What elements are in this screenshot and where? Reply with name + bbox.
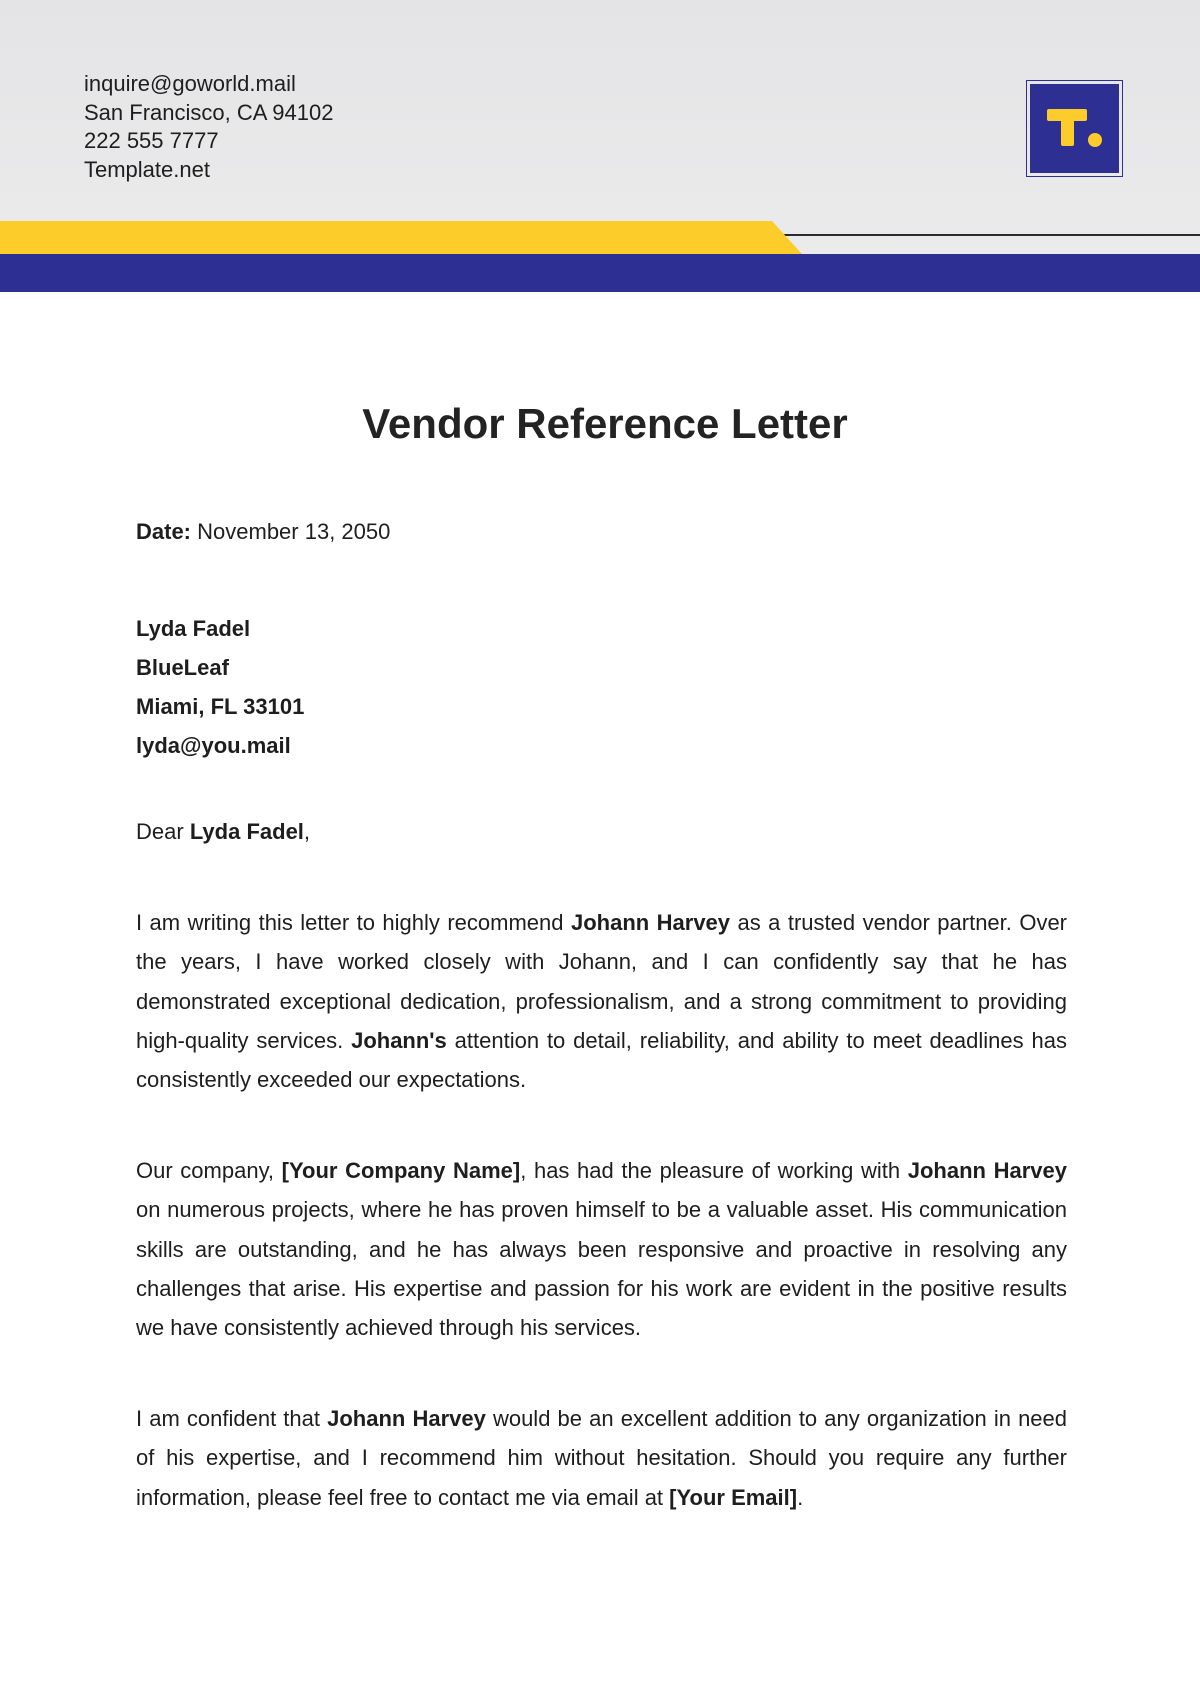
sender-address: San Francisco, CA 94102 xyxy=(84,99,334,125)
paragraph-text: , has had the pleasure of working with xyxy=(520,1158,908,1183)
vendor-name-possessive: Johann's xyxy=(351,1027,447,1053)
sender-email: inquire@goworld.mail xyxy=(84,71,296,96)
company-logo xyxy=(1026,80,1123,177)
paragraph-text: on numerous projects, where he has proven himself to be a valuable asset. His communication skills are outstanding, and he has always been responsive and proactive in resolving any challenges that arise. His expertise and passion for his work are evident in the positive results we have consistently achieved through his services. xyxy=(136,1197,1067,1341)
letterhead xyxy=(0,0,1200,292)
letter-date xyxy=(136,518,1067,546)
template-logo-icon xyxy=(1030,84,1119,173)
recipient-block xyxy=(136,609,1067,765)
paragraph-company-experience xyxy=(136,1151,1067,1347)
paragraph-closing xyxy=(136,1399,1067,1517)
paragraph-text: I am confident that xyxy=(136,1406,328,1431)
recipient-city: Miami, FL 33101 xyxy=(136,694,305,719)
company-name-placeholder: [Your Company Name] xyxy=(281,1158,521,1183)
letter-title: Vendor Reference Letter xyxy=(362,400,848,447)
header-divider-line xyxy=(780,234,1200,236)
paragraph-text: attention to detail, reliability, and ability to meet deadlines has consistently exceeded our expectations. xyxy=(136,1027,1067,1093)
recipient-company: BlueLeaf xyxy=(136,655,229,680)
recipient-email: lyda@you.mail xyxy=(136,733,291,758)
paragraph-text: Our company, xyxy=(136,1158,282,1183)
date-label: Date: xyxy=(136,519,192,544)
paragraph-text: . xyxy=(797,1484,804,1510)
recipient-name: Lyda Fadel xyxy=(136,616,251,641)
salutation-name: Lyda Fadel xyxy=(189,819,304,844)
blue-accent-stripe xyxy=(0,254,1200,292)
sender-phone: 222 555 7777 xyxy=(84,128,219,153)
vendor-name: Johann Harvey xyxy=(327,1406,486,1431)
vendor-name: Johann Harvey xyxy=(907,1158,1067,1183)
date-value: November 13, 2050 xyxy=(197,519,391,544)
salutation-comma: , xyxy=(303,819,311,844)
paragraph-text: I am writing this letter to highly recommend xyxy=(136,910,571,935)
salutation-prefix: Dear xyxy=(136,819,184,844)
paragraph-text: as a trusted vendor partner. Over the years, I have worked closely with Johann, and I can confidently say that he has demonstrated exceptional dedication, professionalism, and a strong commitment to providing high-quality services. xyxy=(136,910,1068,1053)
sender-contact-block xyxy=(84,70,333,184)
sender-website: Template.net xyxy=(84,156,210,182)
salutation xyxy=(136,818,1067,846)
yellow-accent-stripe xyxy=(0,221,802,254)
paragraph-text: would be an excellent addition to any organization in need of his expertise, and I recommend him without hesitation. Should you require any further information, please feel free to contact me via email at xyxy=(136,1406,1068,1510)
paragraph-recommendation xyxy=(136,903,1067,1099)
vendor-name: Johann Harvey xyxy=(570,910,731,935)
email-placeholder: [Your Email] xyxy=(669,1484,798,1510)
